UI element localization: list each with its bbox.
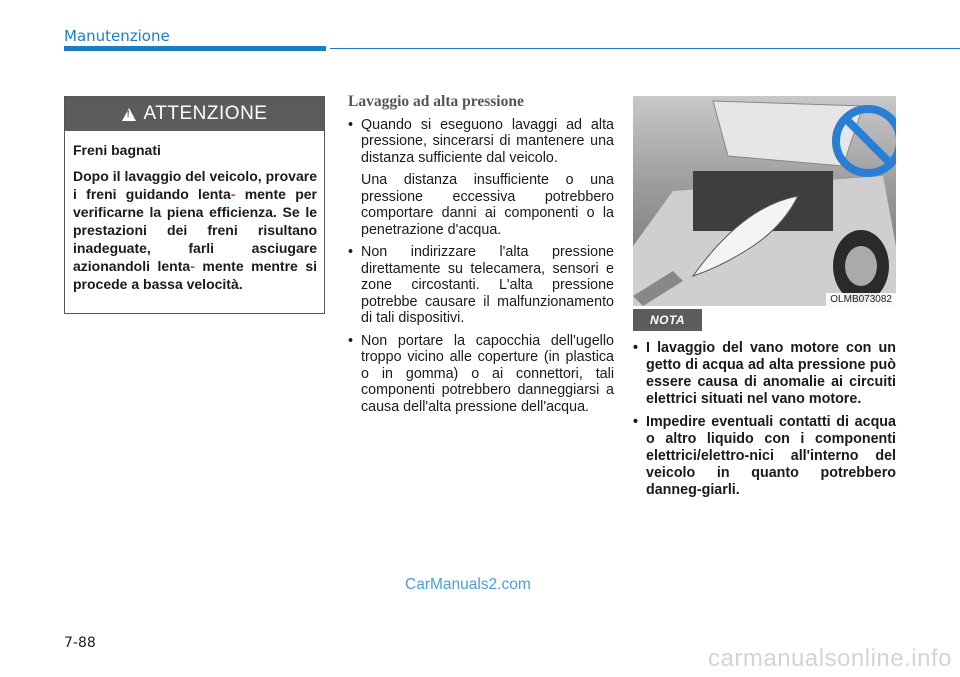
- warning-box: [64, 96, 325, 314]
- note-label: NOTA: [633, 309, 702, 331]
- list-item-continuation: Una distanza insufficiente o una pressione eccessiva potrebbero comportare danni ai componenti o la penetrazione d'acqua.: [361, 172, 614, 238]
- warning-hyphen-b: -: [190, 258, 195, 274]
- list-item: • Quando si eseguono lavaggi ad alta pressione, sincerarsi di mantenere una distanza sufficiente dal veicolo.: [348, 116, 614, 166]
- warning-title: ATTENZIONE: [143, 103, 268, 124]
- warning-body: [65, 131, 324, 293]
- main-column: [348, 94, 614, 421]
- bullet-text: Non indirizzare l'alta pressione direttamente su telecamera, sensori e zone circostanti. L'alta pressione potrebbe causare il malfunzionamento di tali dispositivi.: [361, 244, 614, 326]
- section-title: Manutenzione: [64, 27, 170, 45]
- list-item: • I lavaggio del vano motore con un getto di acqua ad alta pressione può essere causa di anomalie ai circuiti elettrici situati nel vano motore.: [633, 340, 896, 407]
- page-number: 7-88: [64, 635, 96, 651]
- car-wash-illustration: [633, 96, 896, 306]
- bullet-text: Quando si eseguono lavaggi ad alta pressione, sincerarsi di mantenere una distanza sufficiente dal veicolo.: [361, 116, 614, 166]
- warning-hyphen-a: -: [230, 186, 236, 202]
- warning-text: [73, 167, 317, 293]
- note-column: [633, 340, 896, 505]
- list-item: • Impedire eventuali contatti di acqua o altro liquido con i componenti elettrici/elettro-nici all'interno del veicolo in quanto potrebbero danneg-giarli.: [633, 414, 896, 498]
- footer-watermark: carmanualsonline.info: [708, 645, 952, 672]
- section-heading: Lavaggio ad alta pressione: [348, 93, 524, 110]
- header-rule-thin: [330, 48, 960, 49]
- warning-text-part-a: Dopo il lavaggio del veicolo, provare i freni guidando lenta: [73, 168, 317, 202]
- note-bullet-text: I lavaggio del vano motore con un getto di acqua ad alta pressione può essere causa di anomalie ai circuiti elettrici situati nel vano motore.: [646, 340, 896, 407]
- list-item: • Non portare la capocchia dell'ugello troppo vicino alle coperture (in plastica o in gomma) o ai connettori, tali componenti potrebbero danneggiarsi a causa dell'alta pressione dell'acqua.: [348, 332, 614, 415]
- warning-subtitle: Freni bagnati: [73, 142, 161, 158]
- figure-photo: [633, 96, 896, 306]
- bullet-text: Non portare la capocchia dell'ugello troppo vicino alle coperture (in plastica o in gomma) o ai connettori, tali componenti potrebbero danneggiarsi a causa dell'alta pressione dell'acqua.: [361, 332, 614, 415]
- figure-code: OLMB073082: [826, 293, 896, 306]
- note-bullet-text: Impedire eventuali contatti di acqua o altro liquido con i componenti elettrici/elettro-nici all'interno del veicolo in quanto potrebbero danneg-giarli.: [646, 414, 896, 498]
- watermark-link[interactable]: CarManuals2.com: [405, 576, 531, 593]
- list-item: • Non indirizzare l'alta pressione direttamente su telecamera, sensori e zone circostanti. L'alta pressione potrebbe causare il malfunzionamento di tali dispositivi.: [348, 244, 614, 326]
- warning-text-part-c: mente mentre si procede a bassa velocità.: [73, 258, 317, 292]
- header-rule-thick: [64, 46, 326, 51]
- warning-triangle-icon: [122, 108, 136, 121]
- warning-header: [65, 97, 324, 131]
- warning-text-part-b: mente per verificarne la piena efficienza. Se le prestazioni dei freni risultano inadeguate, farli asciugare azionandoli lenta: [73, 186, 317, 274]
